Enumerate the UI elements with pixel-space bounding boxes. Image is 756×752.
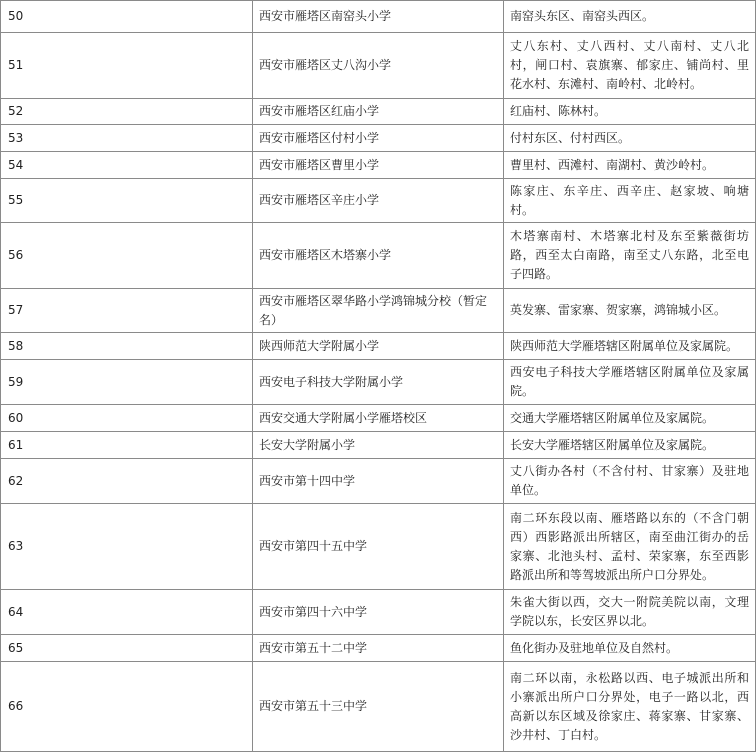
school-name: 西安市第四十六中学 <box>253 590 504 635</box>
district-area: 英发寨、雷家寨、贺家寨，鸿锦城小区。 <box>504 289 756 333</box>
row-number: 54 <box>1 152 253 179</box>
district-area: 红庙村、陈林村。 <box>504 99 756 125</box>
school-name: 西安市雁塔区辛庄小学 <box>253 179 504 223</box>
row-number: 60 <box>1 405 253 432</box>
table-row <box>1 635 756 662</box>
row-number: 57 <box>1 289 253 333</box>
row-number: 51 <box>1 33 253 99</box>
district-area: 西安电子科技大学雁塔辖区附属单位及家属院。 <box>504 360 756 405</box>
table-row <box>1 1 756 33</box>
district-area: 陈家庄、东辛庄、西辛庄、赵家坡、响塘村。 <box>504 179 756 223</box>
district-area: 丈八街办各村（不含付村、甘家寨）及驻地单位。 <box>504 459 756 504</box>
school-name: 西安市雁塔区南窑头小学 <box>253 1 504 33</box>
district-area: 南二环以南，永松路以西、电子城派出所和小寨派出所户口分界处，电子一路以北，西高新以东区域及徐家庄、蒋家寨、甘家寨、沙井村、丁白村。 <box>504 662 756 752</box>
row-number: 58 <box>1 333 253 360</box>
district-area: 南二环东段以南、雁塔路以东的（不含门朝西）西影路派出所辖区，南至曲江街办的岳家寨、北池头村、孟村、荣家寨，东至西影路派出所和等驾坡派出所户口分界处。 <box>504 504 756 590</box>
table-row <box>1 590 756 635</box>
school-name: 西安市雁塔区翠华路小学鸿锦城分校（暂定名） <box>253 289 504 333</box>
table-row <box>1 99 756 125</box>
school-name: 西安交通大学附属小学雁塔校区 <box>253 405 504 432</box>
school-name: 陕西师范大学附属小学 <box>253 333 504 360</box>
district-area: 南窑头东区、南窑头西区。 <box>504 1 756 33</box>
table-row <box>1 152 756 179</box>
district-area: 付村东区、付村西区。 <box>504 125 756 152</box>
table-row <box>1 179 756 223</box>
row-number: 55 <box>1 179 253 223</box>
school-name: 西安市雁塔区红庙小学 <box>253 99 504 125</box>
table-row <box>1 333 756 360</box>
school-name: 西安市雁塔区丈八沟小学 <box>253 33 504 99</box>
row-number: 56 <box>1 223 253 289</box>
school-name: 西安市第五十三中学 <box>253 662 504 752</box>
table-row <box>1 360 756 405</box>
district-area: 木塔寨南村、木塔寨北村及东至紫薇街坊路，西至太白南路，南至丈八东路，北至电子四路。 <box>504 223 756 289</box>
district-area: 长安大学雁塔辖区附属单位及家属院。 <box>504 432 756 459</box>
table-row <box>1 432 756 459</box>
school-name: 西安市第四十五中学 <box>253 504 504 590</box>
school-name: 西安市雁塔区付村小学 <box>253 125 504 152</box>
row-number: 50 <box>1 1 253 33</box>
row-number: 63 <box>1 504 253 590</box>
school-name: 长安大学附属小学 <box>253 432 504 459</box>
district-area: 交通大学雁塔辖区附属单位及家属院。 <box>504 405 756 432</box>
row-number: 64 <box>1 590 253 635</box>
table-row <box>1 405 756 432</box>
school-name: 西安电子科技大学附属小学 <box>253 360 504 405</box>
table-row <box>1 459 756 504</box>
district-area: 丈八东村、丈八西村、丈八南村、丈八北村，闸口村、袁旗寨、郁家庄、铺尚村、里花水村、东滩村、南岭村、北岭村。 <box>504 33 756 99</box>
district-area: 曹里村、西滩村、南湖村、黄沙岭村。 <box>504 152 756 179</box>
row-number: 61 <box>1 432 253 459</box>
row-number: 53 <box>1 125 253 152</box>
school-name: 西安市雁塔区曹里小学 <box>253 152 504 179</box>
district-area: 朱雀大街以西，交大一附院美院以南，文理学院以东，长安区界以北。 <box>504 590 756 635</box>
row-number: 66 <box>1 662 253 752</box>
table-row <box>1 125 756 152</box>
school-name: 西安市雁塔区木塔寨小学 <box>253 223 504 289</box>
table-row <box>1 504 756 590</box>
district-area: 陕西师范大学雁塔辖区附属单位及家属院。 <box>504 333 756 360</box>
school-name: 西安市第十四中学 <box>253 459 504 504</box>
school-name: 西安市第五十二中学 <box>253 635 504 662</box>
row-number: 59 <box>1 360 253 405</box>
table-row <box>1 33 756 99</box>
row-number: 65 <box>1 635 253 662</box>
table-row <box>1 662 756 752</box>
row-number: 52 <box>1 99 253 125</box>
table-row <box>1 289 756 333</box>
row-number: 62 <box>1 459 253 504</box>
district-area: 鱼化街办及驻地单位及自然村。 <box>504 635 756 662</box>
table-row <box>1 223 756 289</box>
